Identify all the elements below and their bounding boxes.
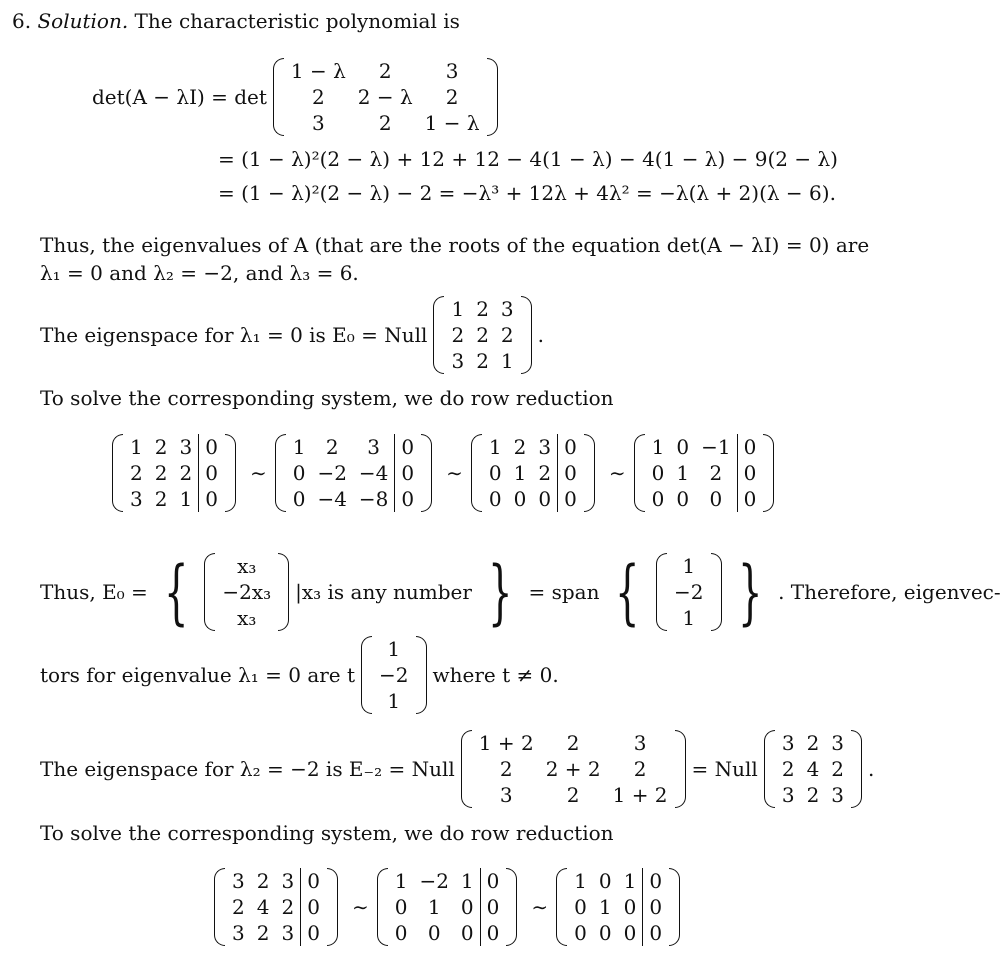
matrix-row — [646, 434, 763, 460]
matrix-cell: 0 — [558, 434, 583, 460]
eigenspace-set — [40, 553, 1007, 631]
matrix-cell: 2 — [378, 111, 392, 135]
matrix-cell: 1 — [460, 869, 474, 893]
matrix-row — [373, 636, 414, 662]
matrix-row — [287, 434, 420, 460]
matrix-row — [216, 605, 277, 631]
matrix-cell: 3 — [130, 487, 143, 511]
matrix-cell: 0 — [395, 434, 420, 460]
matrix-cell: 2 — [476, 297, 489, 321]
eigenspace-2-matrix-2 — [764, 730, 862, 808]
matrix-cell: 0 — [480, 894, 505, 920]
matrix-cell: 1 + 2 — [612, 783, 668, 807]
matrix-row — [124, 434, 224, 460]
matrix-cell: 1 — [682, 606, 696, 630]
matrix-cell: 2 — [451, 323, 465, 347]
matrix-cell: 1 — [179, 487, 193, 511]
matrix-cell: 0 — [301, 894, 326, 920]
matrix-cell: 0 — [623, 921, 637, 945]
matrix-row — [568, 868, 668, 894]
matrix-cell: 2 — [633, 757, 647, 781]
row-reduction-intro-1: To solve the corresponding system, we do row reduction — [40, 386, 614, 410]
matrix-cell: 3 — [500, 297, 514, 321]
matrix-cell: 0 — [488, 461, 502, 485]
matrix-cell: 0 — [676, 435, 690, 459]
matrix-cell: 4 — [806, 757, 820, 781]
matrix-cell: 1 − λ — [290, 59, 346, 83]
eigenvalues-text-2: λ₁ = 0 and λ₂ = −2, and λ₃ = 6. — [40, 261, 359, 285]
det-matrix — [273, 58, 498, 136]
matrix-cell: 3 — [445, 59, 459, 83]
row-reduction-intro-2: To solve the corresponding system, we do row reduction — [40, 821, 614, 845]
matrix-row — [226, 920, 326, 946]
matrix-cell: 3 — [232, 921, 245, 945]
matrix-cell: 0 — [623, 895, 637, 919]
matrix-cell: −4 — [317, 487, 347, 511]
matrix-cell: 0 — [558, 460, 583, 486]
tilde-symbol: ∼ — [608, 461, 626, 485]
matrix-row — [668, 553, 709, 579]
set-prefix: Thus, E₀ = — [40, 580, 148, 604]
tilde-symbol: ∼ — [351, 895, 369, 919]
matrix-cell: 3 — [781, 731, 795, 755]
matrix-cell: 0 — [199, 486, 224, 512]
matrix-row — [445, 322, 519, 348]
matrix-cell: 1 — [387, 637, 401, 661]
matrix-cell: 0 — [513, 487, 527, 511]
matrix-cell: 0 — [598, 921, 612, 945]
matrix-cell: 1 — [427, 895, 441, 919]
matrix-row — [776, 756, 850, 782]
eigenspace-2 — [40, 730, 880, 808]
augmented-matrix — [112, 434, 236, 512]
matrix-cell: 2 — [476, 323, 489, 347]
matrix-row — [568, 920, 668, 946]
matrix-cell: 2 — [154, 461, 168, 485]
matrix-cell: 2 — [130, 461, 143, 485]
matrix-cell: 1 + 2 — [478, 731, 534, 755]
eigenspace-1-suffix: . — [537, 323, 545, 347]
matrix-cell: x₃ — [237, 606, 257, 630]
matrix-row — [776, 782, 850, 808]
matrix-cell: 0 — [737, 434, 762, 460]
matrix-cell: 2 — [538, 461, 552, 485]
matrix-row — [646, 486, 763, 512]
matrix-cell: 3 — [367, 435, 381, 459]
matrix-cell: −2 — [674, 580, 704, 604]
matrix-cell: 1 — [682, 554, 696, 578]
matrix-cell: 2 — [378, 59, 392, 83]
matrix-cell: 0 — [395, 486, 420, 512]
matrix-cell: 0 — [651, 461, 665, 485]
matrix-row — [646, 460, 763, 486]
eigenvectors — [40, 636, 565, 714]
span-right-brace: } — [737, 551, 763, 633]
matrix-cell: 2 — [806, 731, 820, 755]
matrix-cell: 0 — [427, 921, 441, 945]
matrix-cell: 0 — [480, 920, 505, 946]
row-reduction-1 — [112, 434, 780, 512]
matrix-row — [776, 730, 850, 756]
matrix-cell: 0 — [394, 895, 408, 919]
matrix-row — [287, 486, 420, 512]
matrix-cell: 0 — [394, 921, 408, 945]
set-equals: = span — [528, 580, 600, 604]
matrix-cell: 0 — [199, 434, 224, 460]
matrix-cell: 3 — [281, 869, 295, 893]
matrix-cell: 0 — [301, 868, 326, 894]
eigenspace-2-matrix — [461, 730, 686, 808]
matrix-cell: 2 — [709, 461, 723, 485]
matrix-cell: 1 — [676, 461, 690, 485]
matrix-cell: 1 — [500, 349, 514, 373]
matrix-row — [226, 894, 326, 920]
matrix-cell: 2 — [154, 487, 168, 511]
eigvec-suffix: where t ≠ 0. — [432, 663, 559, 687]
matrix-row — [285, 110, 486, 136]
matrix-cell: 2 — [179, 461, 193, 485]
matrix-cell: 4 — [256, 895, 270, 919]
matrix-cell: 2 — [806, 783, 820, 807]
matrix-row — [124, 486, 224, 512]
matrix-cell: −2x₃ — [222, 580, 272, 604]
matrix-cell: 0 — [651, 487, 665, 511]
matrix-cell: 2 — [232, 895, 245, 919]
matrix-cell: 1 — [451, 297, 465, 321]
matrix-row — [226, 868, 326, 894]
matrix-cell: 2 — [499, 757, 513, 781]
eigenspace-2-prefix: The eigenspace for λ₂ = −2 is E₋₂ = Null — [40, 757, 455, 781]
matrix-cell: 3 — [831, 783, 845, 807]
matrix-cell: 1 — [598, 895, 612, 919]
tilde-symbol: ∼ — [446, 461, 463, 485]
matrix-row — [483, 434, 583, 460]
matrix-cell: 2 — [256, 869, 270, 893]
matrix-cell: 0 — [395, 460, 420, 486]
matrix-cell: −2 — [419, 869, 449, 893]
solution-label: Solution. — [37, 9, 129, 33]
tilde-symbol: ∼ — [249, 461, 267, 485]
matrix-cell: 1 — [387, 689, 401, 713]
det-line-3: = (1 − λ)²(2 − λ) − 2 = −λ³ + 12λ + 4λ² = −λ(λ + 2)(λ − 6). — [218, 181, 836, 205]
matrix-cell: x₃ — [237, 554, 257, 578]
matrix-cell: 2 — [566, 731, 580, 755]
eigvec-prefix: tors for eigenvalue λ₁ = 0 are t — [40, 663, 356, 687]
augmented-matrix — [214, 868, 338, 946]
matrix-row — [124, 460, 224, 486]
det-line-2: = (1 − λ)²(2 − λ) + 12 + 12 − 4(1 − λ) − 4(1 − λ) − 9(2 − λ) — [218, 147, 838, 171]
matrix-cell: 1 — [394, 869, 408, 893]
matrix-cell: 2 — [831, 757, 845, 781]
matrix-cell: 2 — [154, 435, 168, 459]
matrix-cell: 0 — [643, 920, 668, 946]
matrix-cell: 2 − λ — [357, 85, 413, 109]
matrix-cell: 0 — [538, 487, 552, 511]
matrix-cell: 2 — [311, 85, 325, 109]
matrix-row — [473, 782, 674, 808]
matrix-cell: 0 — [460, 921, 474, 945]
matrix-cell: 0 — [460, 895, 474, 919]
eigenvalues-text-1: Thus, the eigenvalues of A (that are the roots of the equation det(A − λI) = 0) are — [40, 233, 870, 257]
matrix-cell: 1 — [623, 869, 637, 893]
matrix-cell: 1 — [513, 461, 527, 485]
matrix-row — [473, 730, 674, 756]
matrix-row — [373, 688, 414, 714]
matrix-cell: 3 — [781, 783, 795, 807]
span-vector — [656, 553, 721, 631]
matrix-cell: 2 — [325, 435, 339, 459]
set-suffix: . Therefore, eigenvec- — [778, 580, 1001, 604]
augmented-matrix — [634, 434, 775, 512]
matrix-cell: 0 — [574, 921, 587, 945]
matrix-row — [568, 894, 668, 920]
matrix-row — [287, 460, 420, 486]
matrix-cell: 2 — [281, 895, 295, 919]
problem-number: 6. — [12, 9, 32, 33]
matrix-row — [389, 868, 506, 894]
matrix-cell: 3 — [451, 349, 465, 373]
matrix-cell: 1 − λ — [424, 111, 480, 135]
augmented-matrix — [377, 868, 518, 946]
matrix-cell: 3 — [499, 783, 513, 807]
matrix-cell: −8 — [358, 487, 389, 511]
matrix-cell: −1 — [701, 435, 731, 459]
matrix-cell: 3 — [538, 435, 552, 459]
matrix-cell: 3 — [831, 731, 845, 755]
set-condition: |x₃ is any number — [295, 580, 472, 604]
matrix-cell: 0 — [709, 487, 723, 511]
matrix-cell: 0 — [676, 487, 690, 511]
left-brace: { — [163, 551, 189, 633]
matrix-cell: 0 — [292, 461, 306, 485]
eigenspace-2-suffix: . — [868, 757, 875, 781]
matrix-cell: 0 — [643, 894, 668, 920]
eigvec-vector — [361, 636, 426, 714]
matrix-row — [216, 553, 277, 579]
matrix-cell: 3 — [179, 435, 193, 459]
set-vector — [204, 553, 289, 631]
matrix-cell: −4 — [358, 461, 389, 485]
matrix-cell: 0 — [301, 920, 326, 946]
tilde-symbol: ∼ — [531, 895, 549, 919]
matrix-cell: 1 — [651, 435, 665, 459]
row-reduction-2 — [214, 868, 686, 946]
matrix-cell: 0 — [558, 486, 583, 512]
matrix-row — [483, 460, 583, 486]
matrix-row — [389, 894, 506, 920]
matrix-cell: 1 — [488, 435, 502, 459]
matrix-row — [389, 920, 506, 946]
matrix-row — [216, 579, 277, 605]
matrix-row — [285, 58, 486, 84]
matrix-cell: 2 — [476, 349, 489, 373]
problem-heading — [12, 8, 460, 34]
matrix-cell: 2 — [500, 323, 514, 347]
matrix-cell: 2 — [445, 85, 459, 109]
span-left-brace: { — [615, 551, 641, 633]
matrix-cell: 1 — [574, 869, 587, 893]
matrix-cell: 3 — [232, 869, 245, 893]
matrix-cell: 0 — [199, 460, 224, 486]
matrix-cell: 2 — [256, 921, 270, 945]
matrix-cell: 0 — [292, 487, 306, 511]
augmented-matrix — [556, 868, 680, 946]
eigenspace-1-matrix — [433, 296, 531, 374]
matrix-cell: 0 — [598, 869, 612, 893]
matrix-cell: 0 — [737, 460, 762, 486]
det-equation — [92, 58, 504, 136]
heading-text: The characteristic polynomial is — [134, 9, 460, 33]
matrix-row — [668, 605, 709, 631]
matrix-cell: 3 — [281, 921, 295, 945]
matrix-cell: 3 — [311, 111, 325, 135]
eigenspace-1-prefix: The eigenspace for λ₁ = 0 is E₀ = Null — [40, 323, 428, 347]
matrix-cell: 3 — [633, 731, 647, 755]
matrix-cell: 0 — [737, 486, 762, 512]
matrix-row — [445, 348, 519, 374]
matrix-cell: 2 — [513, 435, 527, 459]
eigenspace-1 — [40, 296, 550, 374]
matrix-cell: 2 — [566, 783, 580, 807]
matrix-cell: 2 — [781, 757, 795, 781]
matrix-cell: 0 — [643, 868, 668, 894]
matrix-cell: −2 — [379, 663, 409, 687]
matrix-row — [483, 486, 583, 512]
matrix-row — [445, 296, 519, 322]
matrix-cell: 0 — [488, 487, 502, 511]
augmented-matrix — [471, 434, 595, 512]
matrix-row — [373, 662, 414, 688]
det-lhs: det(A − λI) = det — [92, 85, 267, 109]
augmented-matrix — [275, 434, 432, 512]
matrix-cell: 0 — [574, 895, 587, 919]
matrix-row — [473, 756, 674, 782]
matrix-row — [668, 579, 709, 605]
eigenspace-2-middle: = Null — [691, 757, 758, 781]
matrix-row — [285, 84, 486, 110]
right-brace: } — [487, 551, 513, 633]
matrix-cell: 1 — [130, 435, 143, 459]
matrix-cell: −2 — [317, 461, 347, 485]
matrix-cell: 0 — [480, 868, 505, 894]
matrix-cell: 2 + 2 — [545, 757, 601, 781]
matrix-cell: 1 — [292, 435, 306, 459]
